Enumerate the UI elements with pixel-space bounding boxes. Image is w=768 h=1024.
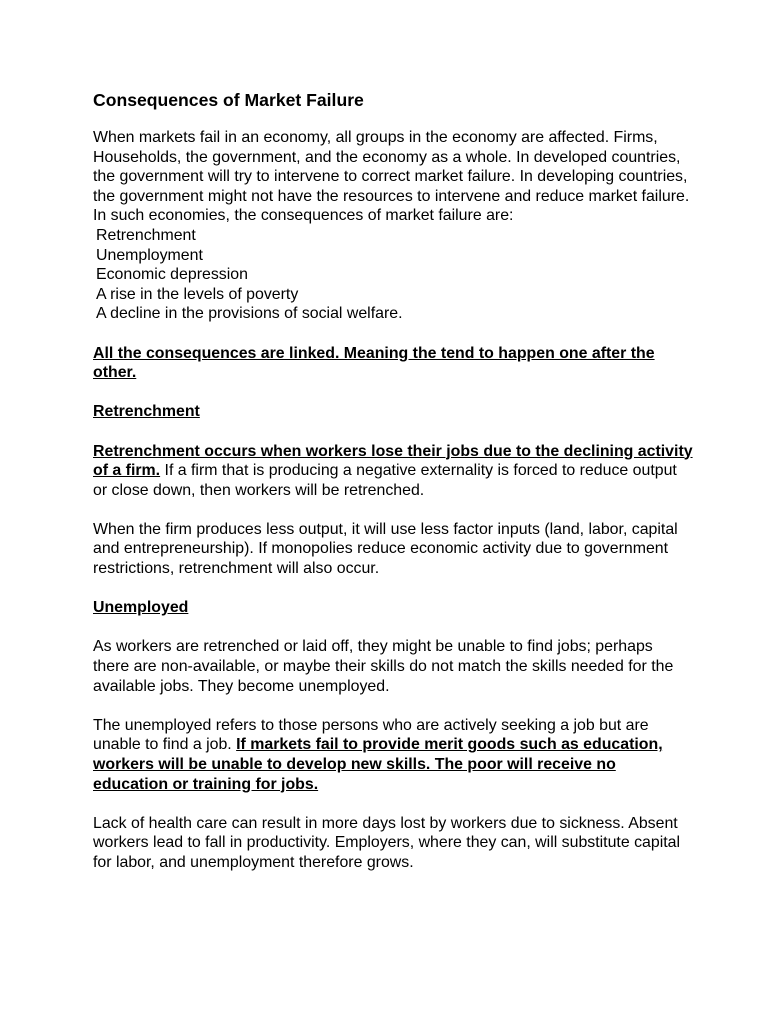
unemployed-paragraph-2-start: The unemployed refers to those persons who are actively seeking a job but are unable to find a job. <box>93 716 649 754</box>
retrenchment-heading <box>93 402 693 422</box>
list-item: A rise in the levels of poverty <box>96 285 299 303</box>
intro-paragraph: When markets fail in an economy, all groups in the economy are affected. Firms, Households, the government, and the economy as a whole. In developed countries, the government will try to intervene to correct market failure. In developing countries, the government might not have the resources to intervene and reduce market failure. In such economies, the consequences of market failure are: <box>93 129 690 225</box>
unemployed-paragraph-2 <box>93 716 693 794</box>
linked-note <box>93 344 693 383</box>
list-item: A decline in the provisions of social welfare. <box>96 305 403 323</box>
list-item: Retrenchment <box>96 226 196 244</box>
list-item: Economic depression <box>96 266 248 284</box>
unemployed-heading-text: Unemployed <box>93 599 189 617</box>
retrenchment-heading-text: Retrenchment <box>93 403 200 421</box>
unemployed-paragraph-1: As workers are retrenched or laid off, they might be unable to find jobs; perhaps there are non-available, or maybe their skills do not match the skills needed for the available jobs. They become unemployed. <box>93 638 674 695</box>
unemployed-paragraph-3: Lack of health care can result in more days lost by workers due to sickness. Absent workers lead to fall in productivity. Employers, where they can, will substitute capital for labor, and unemployment therefore grows. <box>93 814 681 871</box>
linked-note-text: All the consequences are linked. Meaning the tend to happen one after the other. <box>93 344 655 382</box>
unemployed-paragraph-2-bold: If markets fail to provide merit goods such as education, workers will be unable to develop new skills. The poor will receive no education or training for jobs. <box>93 736 663 793</box>
retrenchment-definition-bold: Retrenchment occurs when workers lose their jobs due to the declining activity of a firm. <box>93 442 693 480</box>
consequences-list <box>93 226 693 324</box>
retrenchment-definition <box>93 442 693 501</box>
retrenchment-definition-rest: If a firm that is producing a negative externality is forced to reduce output or close down, then workers will be retrenched. <box>93 462 677 499</box>
document-page <box>93 88 693 873</box>
list-item: Unemployment <box>96 246 203 264</box>
retrenchment-paragraph-2: When the firm produces less output, it will use less factor inputs (land, labor, capital and entrepreneurship). If monopolies reduce economic activity due to government restrictions, retrenchment will also occur. <box>93 520 678 578</box>
unemployed-heading <box>93 598 693 618</box>
document-title: Consequences of Market Failure <box>93 90 364 110</box>
